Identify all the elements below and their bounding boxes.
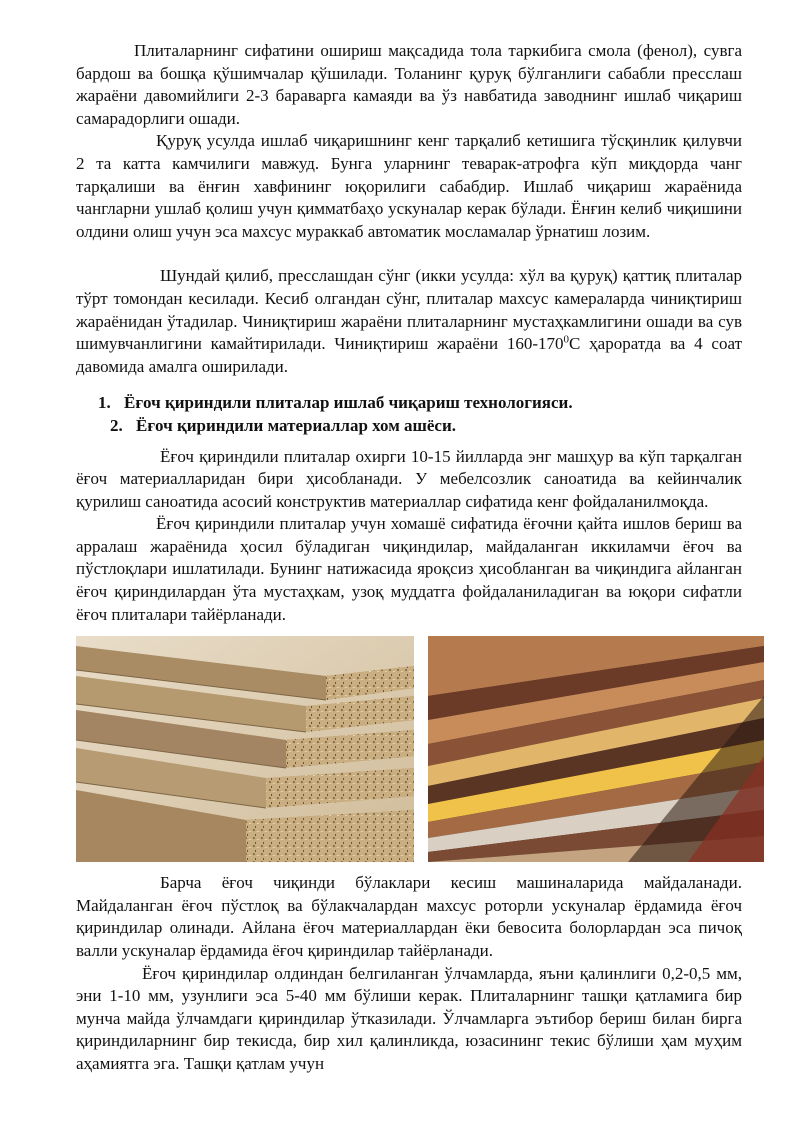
section-heading-1 [76, 392, 742, 415]
photo-row [76, 636, 742, 868]
chipboard-stack-photo [76, 636, 414, 862]
laminated-boards-fan-photo [428, 636, 764, 862]
paragraph-resin: Плиталарнинг сифатини ошириш мақсадида тола таркибига смола (фенол), сувга бардош ва бошқа қўшимчалар қўшилади. Толанинг қуруқ бўлганлиги сабабли пресслаш жараёни давомийлиги 2-3 бараварга камаяди ва ўз навбатида заводнинг ишлаб чиқариш самарадорлиги ошади. [76, 41, 742, 128]
heading-text: Ёғоч қириндили материаллар хом ашёси. [136, 415, 457, 435]
paragraph-dry-method: Қуруқ усулда ишлаб чиқаришнинг кенг тарқалиб кетишига тўсқинлик қилувчи 2 та катта камчилиги мавжуд. Бунга уларнинг теварак-атрофга кўп миқдорда чанг тарқалиши ва ёнғин хавфининг юқорилиги сабабдир. Ишлаб чиқариш жараёнида чангларни ушлаб қолиш учун қимматбаҳо ускуналар керак бўлади. Ёнғин келиб чиқишини олдини олиш учун эса махсус мураккаб автоматик мосламалар ўрнатиш лозим. [76, 131, 742, 241]
section-heading-2 [76, 415, 742, 438]
paragraph-chip-dimensions: Ёғоч қириндилар олдиндан белгиланган ўлчамларда, яъни қалинлиги 0,2-0,5 мм, эни 1-10 мм, узунлиги эса 5-40 мм бўлиши керак. Плиталарнинг ташқи қатламига бир мунча майда ўлчамдаги қириндилар ўтказилади. Ўлчамларга эътибор бериш билан бирга қириндиларнинг бир текисда, бир хил қалинликда, юзасининг текис бўлиши ҳам муҳим аҳамиятга эга. Ташқи қатлам учун [76, 963, 742, 1073]
paragraph-raw-material: Ёғоч қириндили плиталар учун хомашё сифатида ёғочни қайта ишлов бериш ва арралаш жараёнида ҳосил бўладиган чиқиндилар, майдаланган иккиламчи ёғоч ва пўстлоқлари ишлатилади. Бунинг натижасида яроқсиз ҳисобланган ва чиқиндига айланган ёғоч қириндилардан ўта мустаҳкам, узоқ муддатга фойдаланиладиган ва юқори сифатли ёғоч плиталари тайёрланади. [76, 514, 742, 624]
heading-number: 1. [98, 393, 111, 413]
heading-number: 2. [110, 415, 123, 435]
degree-superscript: 0 [563, 333, 570, 346]
paragraph-popularity: Ёғоч қириндили плиталар охирги 10-15 йилларда энг машҳур ва кўп тарқалган ёғоч материалларидан бири ҳисобланади. У мебелсозлик саноатида ва кейинчалик қурилиш саноатида асосий конструктив материаллар сифатида кенг фойдаланилмоқда. [76, 446, 742, 511]
paragraph-pressing-text: Шундай қилиб, пресслашдан сўнг (икки усулда: хўл ва қуруқ) қаттиқ плиталар тўрт томондан кесилади. Кесиб олгандан сўнг, плиталар махсус камераларда чиниқтириш жараёнидан ўтадилар. Чиниқтириш жараёни плиталарнинг мустаҳкамлигини ошади ва сув шимувчанлигини камайтирилади. Чиниқтириш жараёни 160-170 [76, 266, 742, 354]
paragraph-pressing [76, 265, 742, 378]
heading-text: Ёғоч қириндили плиталар ишлаб чиқариш технологияси. [124, 393, 573, 413]
paragraph-pressing-tail: С ҳароратда ва 4 соат давомида амалга оширилади. [76, 334, 742, 376]
blank-line [76, 243, 742, 265]
paragraph-chipping: Барча ёғоч чиқинди бўлаклари кесиш машиналарида майдаланади. Майдаланган ёғоч пўстлоқ ва бўлакчалардан махсус роторли ускуналар ёрдамида ёғоч қириндилар олинади. Айлана ёғоч материаллардан ёки бевосита болорлардан эса пичоқ валли ускуналар ёрдамида ёғоч қириндилар тайёрланади. [76, 873, 742, 961]
